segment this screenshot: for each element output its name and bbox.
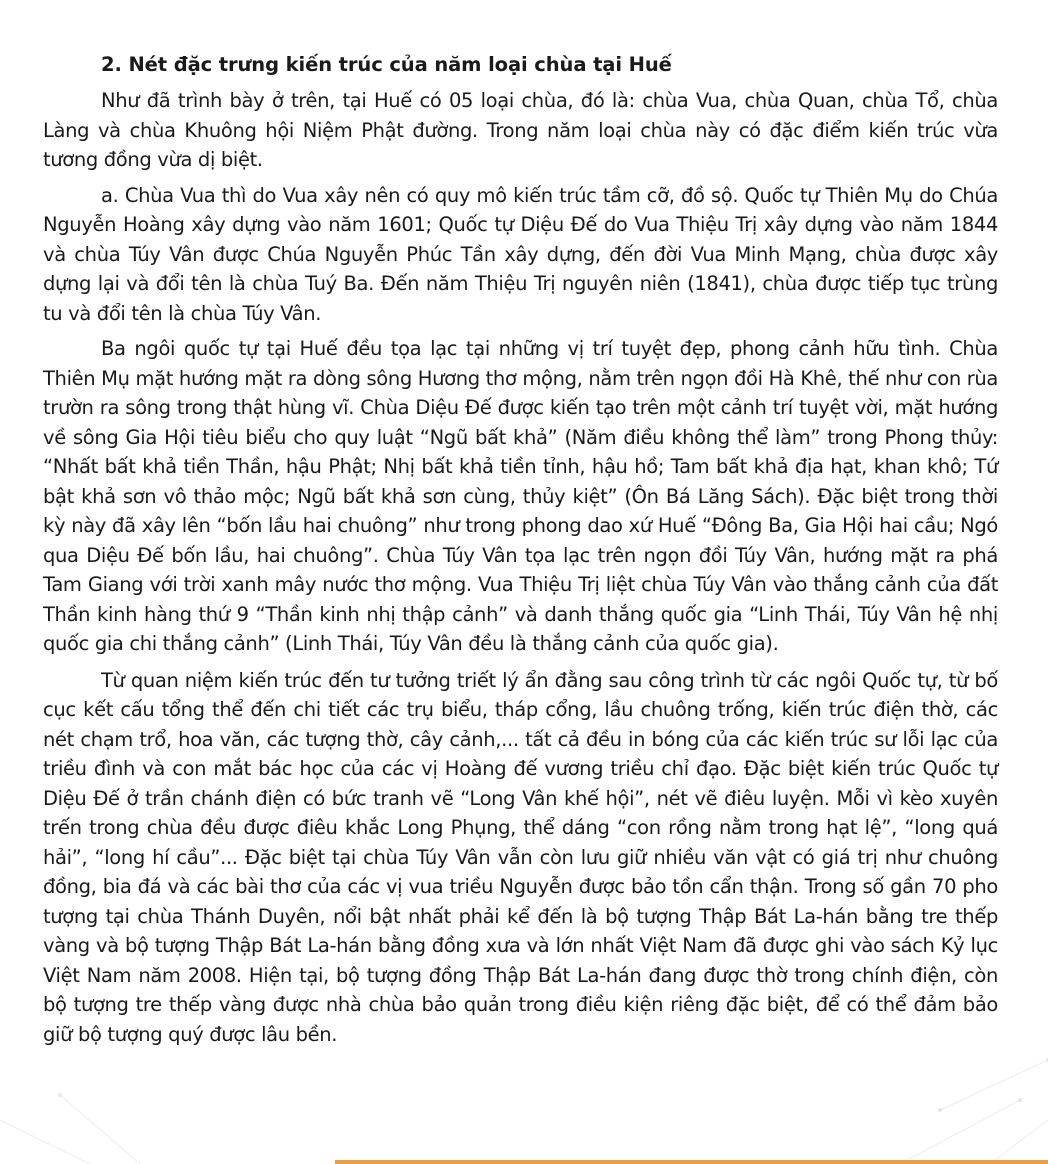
paragraph-architecture-philosophy: Từ quan niệm kiến trúc đến tư tưởng triết lý ẩn đằng sau công trình từ các ngôi Quốc tự, từ bố cục kết cấu tổng thể đến chi tiết các trụ biểu, tháp cổng, lầu chuông trống, kiến trúc điện thờ, các nét chạm trổ, hoa văn, các tượng thờ, cây cảnh,... tất cả đều in bóng của các kiến trúc sư lỗi lạc của triều đình và con mắt bác học của các vị Hoàng đế vương triều chỉ đạo. Đặc biệt kiến trúc Quốc tự Diệu Đế ở trần chánh điện có bức tranh vẽ “Long Vân khế hội”, nét vẽ điêu luyện. Mỗi vì kèo xuyên trến trong chùa đều được điêu khắc Long Phụng, thể dáng “con rồng nằm trong hạt lệ”, “long quá hải”, “long hí cầu”... Đặc biệt tại chùa Túy Vân vẫn còn lưu giữ nhiều văn vật có giá trị như chuông đồng, bia đá và các bài thơ của các vị vua triều Nguyễn được bảo tồn cẩn thận. Trong số gần 70 pho tượng tại chùa Thánh Duyên, nổi bật nhất phải kể đến là bộ tượng Thập Bát La-hán bằng tre thếp vàng và bộ tượng Thập Bát La-hán bằng đồng xưa và lớn nhất Việt Nam đã được ghi vào sách Kỷ lục Việt Nam năm 2008. Hiện tại, bộ tượng đồng Thập Bát La-hán đang được thờ trong chính điện, còn bộ tượng tre thếp vàng được nhà chùa bảo quản trong điều kiện riêng đặc biệt, để có thể đảm bảo giữ bộ tượng quý được lâu bền. — [43, 668, 998, 1046]
article-body — [43, 50, 998, 1055]
bottom-accent-rule — [335, 1160, 1048, 1164]
paragraph-chua-vua: a. Chùa Vua thì do Vua xây nên có quy mô kiến trúc tầm cỡ, đồ sộ. Quốc tự Thiên Mụ do Chúa Nguyễn Hoàng xây dựng vào năm 1601; Quốc tự Diệu Đế do Vua Thiệu Trị xây dựng vào năm 1844 và chùa Túy Vân được Chúa Nguyễn Phúc Tần xây dựng, đến đời Vua Minh Mạng, chùa được xây dựng lại và đổi tên là chùa Tuý Ba. Đến năm Thiệu Trị nguyên niên (1841), chùa được tiếp tục trùng tu và đổi tên là chùa Túy Vân. — [43, 183, 998, 325]
section-heading: 2. Nét đặc trưng kiến trúc của năm loại chùa tại Huế — [101, 53, 672, 76]
paragraph-intro: Như đã trình bày ở trên, tại Huế có 05 loại chùa, đó là: chùa Vua, chùa Quan, chùa Tổ, chùa Làng và chùa Khuông hội Niệm Phật đường. Trong năm loại chùa này có đặc điểm kiến trúc vừa tương đồng vừa dị biệt. — [43, 89, 998, 171]
paragraph-quoc-tu-location: Ba ngôi quốc tự tại Huế đều tọa lạc tại những vị trí tuyệt đẹp, phong cảnh hữu tình. Chùa Thiên Mụ mặt hướng mặt ra dòng sông Hương thơ mộng, nằm trên ngọn đồi Hà Khê, thế như con rùa trườn ra sông trong thật hùng vĩ. Chùa Diệu Đế được kiến tạo trên một cảnh trí tuyệt vời, mặt hướng về sông Gia Hội tiêu biểu cho quy luật “Ngũ bất khả” (Năm điều không thể làm” trong Phong thủy: “Nhất bất khả tiền Thần, hậu Phật; Nhị bất khả tiền tỉnh, hậu hồ; Tam bất khả địa hạt, khan khô; Tứ bật khả sơn vô thảo mộc; Ngũ bất khả sơn cùng, thủy kiệt” (Ôn Bá Lăng Sách). Đặc biệt trong thời kỳ này đã xây lên “bốn lầu hai chuông” như trong phong dao xứ Huế “Đông Ba, Gia Hội hai cầu; Ngó qua Diệu Đế bốn lầu, hai chuông”. Chùa Túy Vân tọa lạc trên ngọn đồi Túy Vân, hướng mặt ra phá Tam Giang với trời xanh mây nước thơ mộng. Vua Thiệu Trị liệt chùa Túy Vân vào thắng cảnh của đất Thần kinh hàng thứ 9 “Thần kinh nhị thập cảnh” và danh thắng quốc gia “Linh Thái, Túy Vân hệ nhị quốc gia chi thắng cảnh” (Linh Thái, Túy Vân đều là thắng cảnh của quốc gia). — [43, 337, 998, 655]
